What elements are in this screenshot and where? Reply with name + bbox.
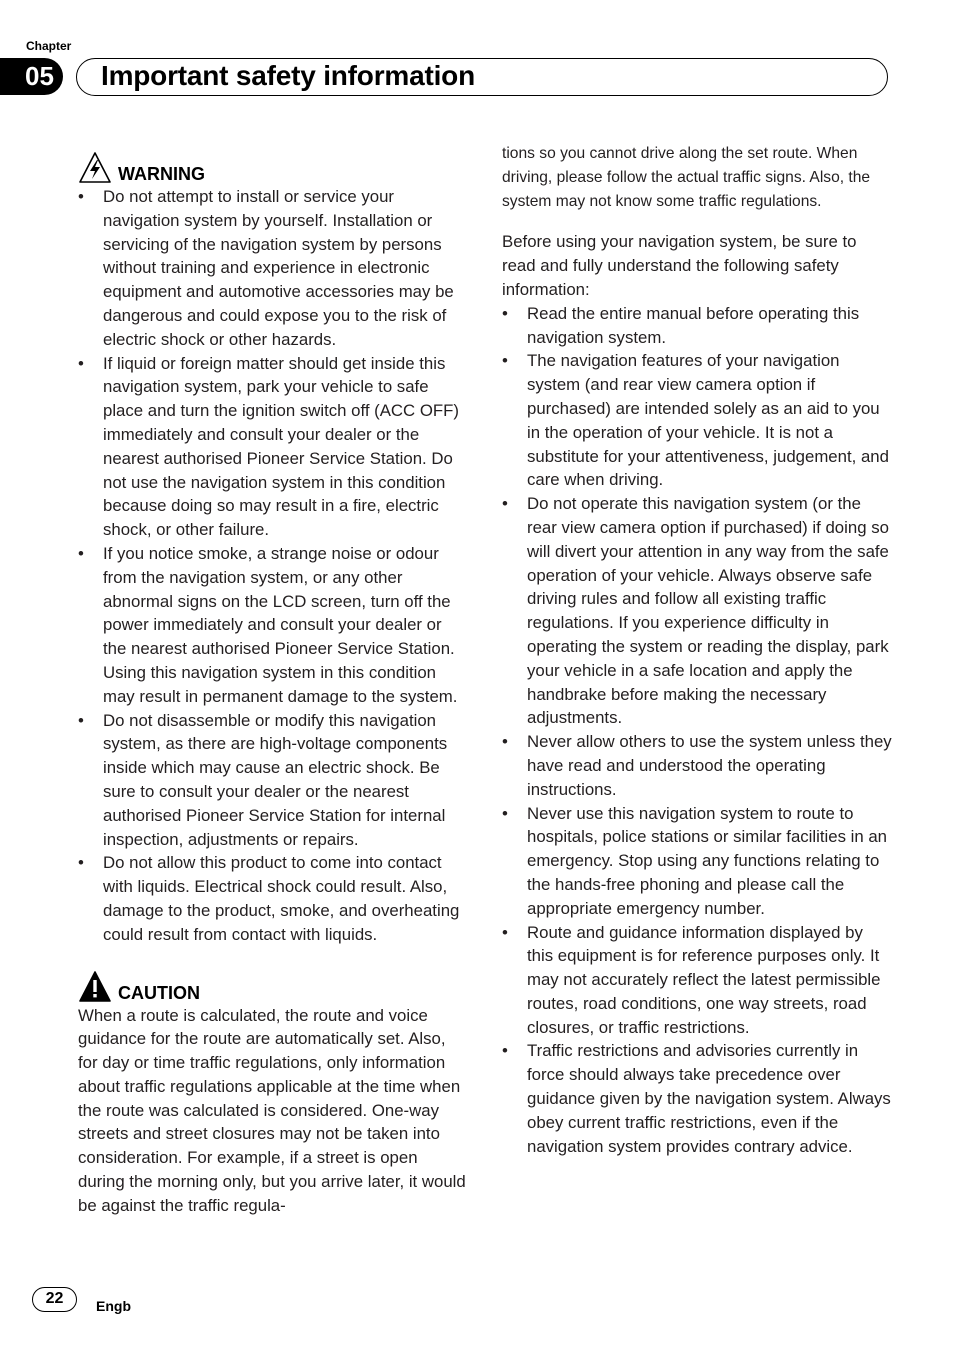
list-item: • If liquid or foreign matter should get inside this navigation system, park your vehicle to safe place and turn the ignition switch off (ACC OFF) immediately and consult your dealer or the nearest authorised Pioneer Service Station. Do not use the navigation system in this condition because doing so may result in a fire, electric shock, or other failure. <box>78 352 468 542</box>
safety-list <box>502 302 892 1159</box>
chapter-label: Chapter <box>26 39 72 53</box>
list-item: • Do not operate this navigation system (or the rear view camera option if purchased) if doing so will divert your attention in any way from the safe operation of your vehicle. Always observe safe driving rules and follow all existing traffic regulations. If you experience difficulty in operating the system or reading the display, park your vehicle in a safe location and apply the handbrake before making the necessary adjustments. <box>502 492 892 730</box>
warning-heading <box>78 145 468 185</box>
right-column <box>502 142 892 1158</box>
spacer <box>502 213 892 230</box>
page-number: 22 <box>32 1287 77 1312</box>
warning-lightning-triangle-icon <box>78 151 112 185</box>
title-box <box>76 58 888 96</box>
caution-text: When a route is calculated, the route and voice guidance for the route are automatically set. Also, for day or time traffic regulations, only information about traffic regulations applicable at the time when the route was calculated is considered. One-way streets and street closures may not be taken into consideration. For example, if a street is open during the morning only, but you arrive later, it would be against the traffic regula- <box>78 1005 466 1215</box>
list-item: • The navigation features of your navigation system (and rear view camera option if purchased) are intended solely as an aid to you in the operation of your vehicle. It is not a substitute for your attentiveness, judgement, and care when driving. <box>502 349 892 492</box>
list-item: • Never use this navigation system to route to hospitals, police stations or similar facilities in an emergency. Stop using any functions relating to the hands-free phoning and please call the appropriate emergency number. <box>502 802 892 921</box>
caution-continued-text: tions so you cannot drive along the set route. When driving, please follow the actual traffic signs. Also, the system may not know some traffic regulations. <box>502 145 871 210</box>
warning-list <box>78 185 468 947</box>
list-item: • Do not allow this product to come into contact with liquids. Electrical shock could result. Also, damage to the product, smoke, and overheating could result from contact with liquids. <box>78 851 468 946</box>
list-item: • If you notice smoke, a strange noise or odour from the navigation system, or any other abnormal signs on the LCD screen, turn off the power immediately and consult your dealer or the nearest authorised Pioneer Service Station. Using this navigation system in this condition may result in permanent damage to the system. <box>78 542 468 709</box>
list-item: • Read the entire manual before operating this navigation system. <box>502 302 892 350</box>
list-item: • Route and guidance information displayed by this equipment is for reference purposes only. It may not accurately reflect the latest permissible routes, road conditions, one way streets, road closures, or traffic restrictions. <box>502 921 892 1040</box>
page-title: Important safety information <box>101 60 475 91</box>
language-code: Engb <box>96 1298 131 1314</box>
list-item: • Traffic restrictions and advisories currently in force should always take precedence over guidance given by the navigation system. Always obey current traffic restrictions, even if the navigation system provides contrary advice. <box>502 1039 892 1158</box>
caution-heading <box>78 966 468 1004</box>
chapter-number: 05 <box>0 58 63 95</box>
list-item: • Do not attempt to install or service your navigation system by yourself. Installation or servicing of the navigation system by persons without training and experience in electronic equipment and automotive accessories may be dangerous and could expose you to the risk of electric shock or other hazards. <box>78 185 468 352</box>
list-item: • Do not disassemble or modify this navigation system, as there are high-voltage components inside which may cause an electric shock. Be sure to consult your dealer or the nearest authorised Pioneer Service Station for internal inspection, adjustments or repairs. <box>78 709 468 852</box>
list-item: • Never allow others to use the system unless they have read and understood the operating instructions. <box>502 730 892 801</box>
caution-label: CAUTION <box>118 982 200 1003</box>
caution-exclamation-triangle-icon <box>78 970 112 1004</box>
safety-intro: Before using your navigation system, be sure to read and fully understand the following safety information: <box>502 232 857 299</box>
warning-label: WARNING <box>118 164 205 184</box>
left-column <box>78 145 468 1218</box>
